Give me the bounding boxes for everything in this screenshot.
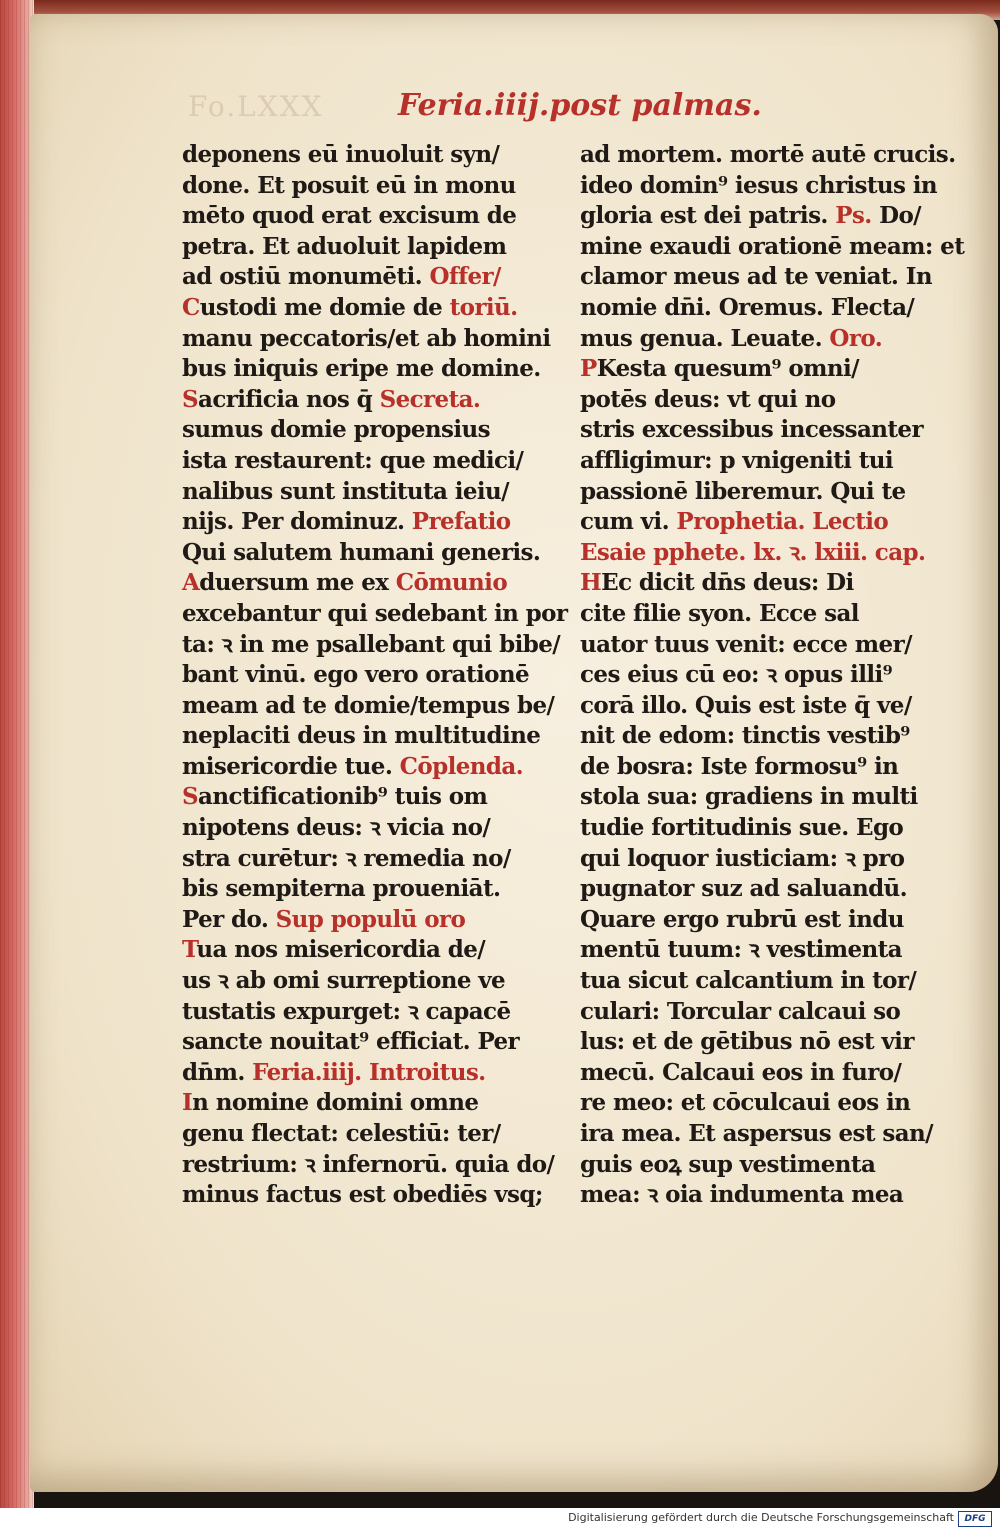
line-text: ustodi me domie de <box>199 293 443 321</box>
text-line <box>580 477 915 508</box>
line-text: deponens eū inuoluit syn/ <box>182 141 500 168</box>
text-line <box>182 1088 517 1119</box>
text-line <box>580 538 926 569</box>
line-text: sumus domie propensius <box>182 416 490 444</box>
line-text: pugnator suz ad saluandū. <box>580 875 908 903</box>
text-line <box>580 782 918 813</box>
text-line <box>580 1088 915 1119</box>
text-line <box>580 232 965 263</box>
rubric-initial: S <box>182 385 199 413</box>
rubric-text: Cōplenda. <box>392 752 524 780</box>
rubric-text: toriū. <box>442 293 518 321</box>
text-line <box>580 1119 933 1150</box>
line-text: genu flectat: celestiū: ter/ <box>182 1120 501 1147</box>
rubric-text: Cōmunio <box>388 569 508 597</box>
text-line <box>182 599 568 630</box>
rubric-text: Prefatio <box>404 508 511 536</box>
rubric-text: Sup populū oro <box>268 905 466 933</box>
text-line <box>182 905 517 936</box>
text-line <box>580 905 915 936</box>
line-text: ad ostiū monumēti. <box>182 263 423 291</box>
text-line <box>182 1180 543 1211</box>
text-line <box>580 140 956 171</box>
line-text: Ec dicit dn̄s deus: Di <box>601 569 854 597</box>
line-text: nit de edom: tinctis vestib⁹ <box>580 722 910 750</box>
text-line <box>182 1119 517 1150</box>
text-line <box>580 354 915 385</box>
rubric-initial: P <box>580 355 597 383</box>
line-text: uator tuus venit: ecce mer/ <box>580 630 912 658</box>
line-text: acrificia nos q̄ <box>198 385 373 413</box>
text-line <box>182 752 524 783</box>
line-text: sancte nouitat⁹ efficiat. Per <box>182 1028 520 1056</box>
text-line <box>580 966 915 997</box>
text-line <box>580 201 921 232</box>
text-line <box>182 630 561 661</box>
text-line <box>182 660 530 691</box>
line-text: ta: ꝛ in me psallebant qui bibe/ <box>182 630 561 658</box>
line-text: mus genua. Leuate. <box>580 324 822 352</box>
text-line <box>182 262 517 293</box>
line-text: petra. Et aduoluit lapidem <box>182 232 507 260</box>
line-text: mecū. Calcaui eos in furo/ <box>580 1058 902 1086</box>
line-text: gloria est dei patris. <box>580 202 828 230</box>
text-line <box>580 415 923 446</box>
text-line <box>580 262 933 293</box>
line-text: cite filie syon. Ecce sal <box>580 599 859 627</box>
line-text: potēs deus: vt qui no <box>580 385 836 413</box>
text-line <box>580 568 915 599</box>
line-text: ua nos misericordia de/ <box>196 936 486 964</box>
line-text: n nomine domini omne <box>192 1089 479 1117</box>
line-text: lus: et de gētibus nō est vir <box>580 1028 914 1056</box>
text-line <box>580 293 915 324</box>
rubric-text: Oro. <box>822 324 883 352</box>
text-line <box>580 324 915 355</box>
text-line <box>580 630 915 661</box>
line-text: duersum me ex <box>199 569 389 597</box>
line-text: nipotens deus: ꝛ vicia no/ <box>182 814 491 842</box>
text-line <box>182 477 517 508</box>
text-line <box>182 171 517 202</box>
text-line <box>580 844 915 875</box>
text-line <box>182 201 517 232</box>
line-text: tua sicut calcantium in tor/ <box>580 967 917 995</box>
text-line <box>182 813 517 844</box>
line-text: corā illo. Quis est iste q̄ ve/ <box>580 691 912 719</box>
rubric-initial: A <box>182 569 200 597</box>
line-text: mēto quod erat excisum de <box>182 202 517 230</box>
rubric-text: Ps. <box>827 202 872 230</box>
funding-credit: Digitalisierung gefördert durch die Deutsche Forschungsgemeinschaft <box>568 1511 954 1524</box>
text-line <box>182 691 555 722</box>
line-text: excebantur qui sedebant in por <box>182 599 568 627</box>
line-text: stra curētur: ꝛ remedia no/ <box>182 844 511 872</box>
line-text-after: Do/ <box>871 202 921 230</box>
footer-bar <box>0 1508 1000 1528</box>
rubric-initial: H <box>580 569 602 597</box>
line-text: minus factus est obediēs vsq; <box>182 1181 543 1209</box>
line-text: guis eoꝝ sup vestimenta <box>580 1150 876 1178</box>
line-text: meam ad te domie/tempus be/ <box>182 691 555 719</box>
line-text: cum vi. <box>580 508 669 536</box>
text-line <box>182 1027 520 1058</box>
running-head: Feria.iiij.post palmas. <box>398 88 762 123</box>
text-line <box>580 813 915 844</box>
line-text: bus iniquis eripe me domine. <box>182 355 541 383</box>
line-text: mine exaudi orationē meam: et <box>580 232 965 260</box>
line-text: bis sempiterna proueniāt. <box>182 875 501 903</box>
line-text: qui loquor iusticiam: ꝛ pro <box>580 844 905 872</box>
text-line <box>182 446 524 477</box>
line-text: Qui salutem humani generis. <box>182 538 541 566</box>
text-line <box>182 966 517 997</box>
text-line <box>580 691 915 722</box>
line-text: mentū tuum: ꝛ vestimenta <box>580 936 902 964</box>
text-column-right <box>580 140 965 1211</box>
text-line <box>580 171 937 202</box>
rubric-text: Esaie pphete. lx. ꝛ. lxiii. cap. <box>580 538 926 566</box>
text-line <box>580 660 915 691</box>
line-text: stris excessibus incessanter <box>580 416 923 444</box>
line-text: manu peccatoris/et ab homini <box>182 324 551 352</box>
line-text: clamor meus ad te veniat. In <box>580 263 933 291</box>
text-line <box>182 721 541 752</box>
line-text: mea: ꝛ oia indumenta mea <box>580 1181 904 1209</box>
rubric-text: Offer/ <box>422 263 501 291</box>
line-text: neplaciti deus in multitudine <box>182 722 541 750</box>
text-line <box>182 997 517 1028</box>
text-line <box>182 782 517 813</box>
text-line <box>580 1180 915 1211</box>
text-line <box>182 324 551 355</box>
text-line <box>182 232 517 263</box>
line-text: dn̄m. <box>182 1058 245 1086</box>
text-line <box>182 874 517 905</box>
line-text: Kesta quesum⁹ omni/ <box>596 355 859 383</box>
line-text: nomie dn̄i. Oremus. Flecta/ <box>580 293 915 321</box>
text-line <box>182 415 517 446</box>
line-text: Per do. <box>182 905 269 933</box>
line-text: anctificationib⁹ tuis om <box>198 783 488 811</box>
text-line <box>580 721 915 752</box>
rubric-text: Feria.iiij. Introitus. <box>244 1058 486 1086</box>
rubric-initial: C <box>182 293 200 321</box>
text-line <box>182 568 517 599</box>
line-text: passionē liberemur. Qui te <box>580 477 906 505</box>
line-text: ideo domin⁹ iesus christus in <box>580 171 937 199</box>
text-column-left <box>182 140 568 1211</box>
line-text: done. Et posuit eū in monu <box>182 171 516 199</box>
text-line <box>580 935 915 966</box>
line-text: ces eius cū eo: ꝛ opus illi⁹ <box>580 661 893 689</box>
show-through-folio: Fo.LXXX <box>188 90 324 123</box>
line-text: nalibus sunt instituta ieiu/ <box>182 477 509 505</box>
line-text: Quare ergo rubrū est indu <box>580 905 904 933</box>
text-line <box>182 538 541 569</box>
line-text: ista restaurent: que medici/ <box>182 446 524 474</box>
line-text: nijs. Per dominuz. <box>182 508 405 536</box>
rubric-initial: I <box>182 1089 193 1117</box>
line-text: de bosra: Iste formosu⁹ in <box>580 752 899 780</box>
text-line <box>182 293 517 324</box>
dfg-logo: DFG <box>958 1511 992 1527</box>
line-text: affligimur: p vnigeniti tui <box>580 446 893 474</box>
rubric-initial: S <box>182 783 199 811</box>
text-line <box>182 140 517 171</box>
text-line <box>182 354 541 385</box>
text-line <box>580 1027 915 1058</box>
text-line <box>580 1058 915 1089</box>
rubric-initial: T <box>182 936 197 964</box>
book-page-edges <box>0 0 34 1508</box>
text-line <box>580 997 915 1028</box>
text-line <box>182 1058 517 1089</box>
text-line <box>182 507 517 538</box>
text-line <box>182 935 517 966</box>
line-text: ad mortem. mortē autē crucis. <box>580 141 956 168</box>
text-line <box>580 599 915 630</box>
line-text: culari: Torcular calcaui so <box>580 997 901 1025</box>
text-line <box>580 446 915 477</box>
text-line <box>580 752 915 783</box>
text-line <box>580 1150 915 1181</box>
line-text: re meo: et cōculcaui eos in <box>580 1089 911 1117</box>
line-text: tudie fortitudinis sue. Ego <box>580 814 904 842</box>
text-line <box>580 874 915 905</box>
text-line <box>580 385 915 416</box>
text-line <box>182 1150 555 1181</box>
rubric-text: Secreta. <box>372 385 481 413</box>
line-text: restrium: ꝛ infernorū. quia do/ <box>182 1150 555 1178</box>
line-text: tustatis expurget: ꝛ capacē <box>182 997 511 1025</box>
text-line <box>182 844 517 875</box>
line-text: bant vinū. ego vero orationē <box>182 661 530 689</box>
rubric-text: Prophetia. Lectio <box>668 508 889 536</box>
text-line <box>580 507 915 538</box>
line-text: misericordie tue. <box>182 752 393 780</box>
text-line <box>182 385 517 416</box>
line-text: us ꝛ ab omi surreptione ve <box>182 967 506 995</box>
line-text: ira mea. Et aspersus est san/ <box>580 1120 933 1147</box>
line-text: stola sua: gradiens in multi <box>580 783 918 811</box>
